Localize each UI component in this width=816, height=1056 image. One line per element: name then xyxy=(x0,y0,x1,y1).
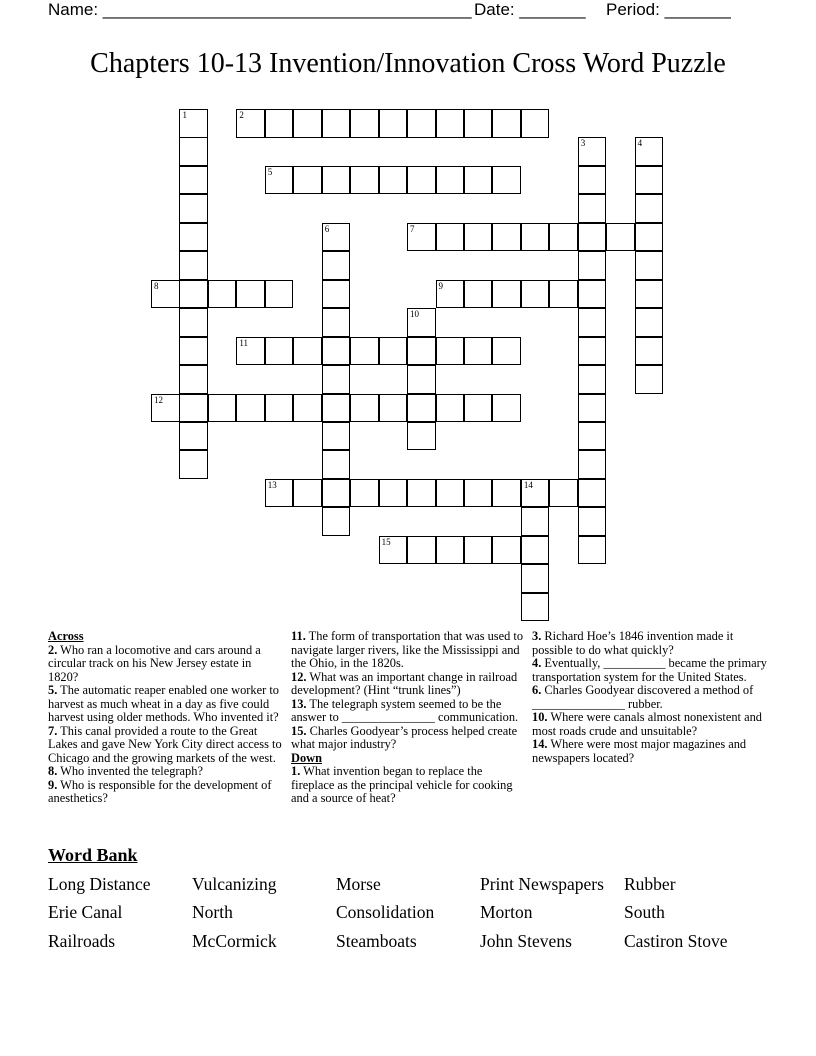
crossword-cell[interactable] xyxy=(322,479,351,508)
crossword-cell[interactable] xyxy=(492,280,521,309)
word-bank-item: Morton xyxy=(480,902,533,922)
clue-num: 8. xyxy=(48,764,58,778)
crossword-cell[interactable] xyxy=(407,223,436,252)
crossword-cell[interactable] xyxy=(179,137,208,166)
date-field[interactable]: Date: _______ xyxy=(474,0,586,19)
crossword-cell[interactable] xyxy=(236,394,265,423)
across-clue xyxy=(291,698,527,725)
crossword-cell[interactable] xyxy=(549,280,578,309)
across-clue xyxy=(291,671,527,698)
crossword-cell[interactable] xyxy=(236,109,265,138)
word-bank-item: Steamboats xyxy=(336,931,417,951)
clue-text: What was an important change in railroad development? (Hint “trunk lines”) xyxy=(291,669,518,697)
crossword-cell[interactable] xyxy=(265,109,294,138)
crossword-cell[interactable] xyxy=(635,308,664,337)
crossword-cell[interactable] xyxy=(578,507,607,536)
crossword-cell[interactable] xyxy=(322,166,351,195)
crossword-cell[interactable] xyxy=(464,280,493,309)
clue-num: 12. xyxy=(291,669,307,684)
crossword-cell[interactable] xyxy=(179,166,208,195)
crossword-cell[interactable] xyxy=(350,109,379,138)
crossword-cell[interactable] xyxy=(578,422,607,451)
crossword-cell[interactable] xyxy=(350,479,379,508)
crossword-cell[interactable] xyxy=(322,450,351,479)
word-bank-item: Castiron Stove xyxy=(624,931,728,951)
clue-number: 11 xyxy=(239,337,249,348)
clue-num: 10. xyxy=(532,710,548,724)
crossword-cell[interactable] xyxy=(208,280,237,309)
crossword-cell[interactable] xyxy=(293,479,322,508)
crossword-cell[interactable] xyxy=(322,223,351,252)
crossword-cell[interactable] xyxy=(379,479,408,508)
word-bank-item: John Stevens xyxy=(480,931,572,951)
clue-number: 4 xyxy=(637,138,643,149)
clue-num: 1. xyxy=(291,764,301,778)
name-field[interactable]: Name: _______________________________________ xyxy=(48,0,472,19)
across-clue xyxy=(48,684,284,725)
clue-text: The automatic reaper enabled one worker to harvest as much wheat in a day as five could harvest using older methods. Who invented it? xyxy=(48,683,279,724)
crossword-cell[interactable] xyxy=(236,337,265,366)
crossword-cell[interactable] xyxy=(521,280,550,309)
clue-text: Who is responsible for the development of anesthetics? xyxy=(48,777,272,805)
word-bank-item: McCormick xyxy=(192,931,277,951)
clue-column-2 xyxy=(291,630,527,806)
crossword-cell[interactable] xyxy=(578,280,607,309)
clue-number: 8 xyxy=(154,280,159,291)
down-clue xyxy=(532,657,768,684)
crossword-cell[interactable] xyxy=(265,166,294,195)
crossword-cell[interactable] xyxy=(521,536,550,565)
crossword-cell[interactable] xyxy=(179,365,208,394)
down-clue xyxy=(532,711,768,738)
down-clue xyxy=(532,684,768,711)
crossword-cell[interactable] xyxy=(265,280,294,309)
crossword-cell[interactable] xyxy=(521,593,550,622)
crossword-cell[interactable] xyxy=(407,536,436,565)
crossword-cell[interactable] xyxy=(379,337,408,366)
crossword-cell[interactable] xyxy=(578,166,607,195)
crossword-cell[interactable] xyxy=(521,564,550,593)
crossword-cell[interactable] xyxy=(322,251,351,280)
clue-number: 15 xyxy=(381,536,391,547)
clue-number: 5 xyxy=(267,166,273,177)
clue-text: What invention began to replace the fireplace as the principal vehicle for cooking and a source of heat? xyxy=(291,764,513,805)
clue-number: 2 xyxy=(239,110,244,120)
down-heading: Down xyxy=(291,750,322,765)
clue-column-3 xyxy=(532,630,768,765)
crossword-cell[interactable] xyxy=(578,251,607,280)
crossword-cell[interactable] xyxy=(521,223,550,252)
crossword-cell[interactable] xyxy=(407,166,436,195)
clue-num: 6. xyxy=(532,683,542,697)
crossword-cell[interactable] xyxy=(464,223,493,252)
crossword-cell[interactable] xyxy=(464,394,493,423)
crossword-cell[interactable] xyxy=(407,365,436,394)
crossword-cell[interactable] xyxy=(179,337,208,366)
crossword-cell[interactable] xyxy=(578,536,607,565)
across-clue xyxy=(291,630,527,671)
crossword-cell[interactable] xyxy=(436,109,465,138)
clue-text: Charles Goodyear’s process helped create what major industry? xyxy=(291,723,518,751)
clue-text: This canal provided a route to the Great Lakes and gave New York City direct access to Chicago and the growing markets of the west. xyxy=(48,723,282,765)
word-bank-item: Long Distance xyxy=(48,874,151,894)
crossword-cell[interactable] xyxy=(436,166,465,195)
crossword-cell[interactable] xyxy=(179,280,208,309)
crossword-cell[interactable] xyxy=(492,479,521,508)
clue-text: Who invented the telegraph? xyxy=(57,764,203,778)
crossword-cell[interactable] xyxy=(606,223,635,252)
crossword-cell[interactable] xyxy=(578,308,607,337)
crossword-cell[interactable] xyxy=(379,166,408,195)
crossword-cell[interactable] xyxy=(407,422,436,451)
clue-number: 14 xyxy=(523,479,533,490)
word-bank-item: Print Newspapers xyxy=(480,874,604,894)
crossword-cell[interactable] xyxy=(578,394,607,423)
clue-num: 9. xyxy=(48,777,58,792)
word-bank-item: Railroads xyxy=(48,931,116,951)
crossword-cell[interactable] xyxy=(492,536,521,565)
clue-number: 7 xyxy=(410,223,415,234)
crossword-cell[interactable] xyxy=(578,450,607,479)
clue-text: Richard Hoe’s 1846 invention made it possible to do what quickly? xyxy=(532,629,734,657)
crossword-cell[interactable] xyxy=(293,394,322,423)
crossword-cell[interactable] xyxy=(635,280,664,309)
crossword-cell[interactable] xyxy=(436,479,465,508)
crossword-cell[interactable] xyxy=(436,536,465,565)
clue-num: 14. xyxy=(532,737,548,751)
crossword-cell[interactable] xyxy=(379,109,408,138)
clue-number: 9 xyxy=(438,280,443,291)
clue-text: Where were most major magazines and newspapers located? xyxy=(532,737,747,765)
clue-column-1 xyxy=(48,630,284,806)
clue-text: The form of transportation that was used to navigate larger rivers, like the Mississippi and the Ohio, in the 1820s. xyxy=(291,629,524,670)
clue-text: The telegraph system seemed to be the answer to _______________ communication. xyxy=(291,696,519,724)
clue-number: 3 xyxy=(580,138,586,149)
crossword-cell[interactable] xyxy=(635,166,664,195)
crossword-cell[interactable] xyxy=(578,337,607,366)
clue-num: 5. xyxy=(48,683,58,697)
crossword-cell[interactable] xyxy=(293,166,322,195)
across-clue xyxy=(48,779,284,806)
crossword-cell[interactable] xyxy=(179,422,208,451)
crossword-cell[interactable] xyxy=(322,507,351,536)
crossword-cell[interactable] xyxy=(578,137,607,166)
crossword-cell[interactable] xyxy=(322,280,351,309)
word-bank-item: South xyxy=(624,902,665,922)
clue-num: 13. xyxy=(291,696,307,711)
down-clue xyxy=(532,738,768,765)
down-clue xyxy=(532,630,768,657)
clue-num: 4. xyxy=(532,656,542,670)
clue-number: 1 xyxy=(182,110,187,120)
clue-text: Eventually, __________ became the primary transportation system for the United States. xyxy=(532,656,767,684)
crossword-cell[interactable] xyxy=(407,479,436,508)
crossword-cell[interactable] xyxy=(350,337,379,366)
clue-text: Who ran a locomotive and cars around a circular track on his New Jersey estate in 1820? xyxy=(48,642,261,684)
crossword-cell[interactable] xyxy=(379,394,408,423)
crossword-cell[interactable] xyxy=(179,223,208,252)
clue-num: 3. xyxy=(532,629,542,643)
word-bank-item: North xyxy=(192,902,233,922)
crossword-cell[interactable] xyxy=(322,394,351,423)
page-title: Chapters 10-13 Invention/Innovation Cross Word Puzzle xyxy=(90,48,726,79)
crossword-cell[interactable] xyxy=(151,280,180,309)
across-heading: Across xyxy=(48,629,84,643)
crossword-cell[interactable] xyxy=(179,308,208,337)
crossword-cell[interactable] xyxy=(464,536,493,565)
crossword-cell[interactable] xyxy=(265,479,294,508)
across-clue xyxy=(48,644,284,685)
crossword-cell[interactable] xyxy=(179,251,208,280)
crossword-cell[interactable] xyxy=(521,109,550,138)
crossword-cell[interactable] xyxy=(293,337,322,366)
crossword-cell[interactable] xyxy=(407,337,436,366)
period-field[interactable]: Period: _______ xyxy=(606,0,731,19)
crossword-cell[interactable] xyxy=(322,365,351,394)
crossword-cell[interactable] xyxy=(635,223,664,252)
crossword-cell[interactable] xyxy=(464,109,493,138)
crossword-cell[interactable] xyxy=(549,479,578,508)
clue-num: 15. xyxy=(291,723,307,738)
crossword-cell[interactable] xyxy=(436,280,465,309)
word-bank-item: Erie Canal xyxy=(48,902,123,922)
crossword-cell[interactable] xyxy=(635,194,664,223)
crossword-cell[interactable] xyxy=(407,109,436,138)
crossword-cell[interactable] xyxy=(492,394,521,423)
clue-num: 2. xyxy=(48,642,58,657)
crossword-cell[interactable] xyxy=(208,394,237,423)
word-bank-item: Morse xyxy=(336,874,381,894)
crossword-cell[interactable] xyxy=(492,223,521,252)
crossword-cell[interactable] xyxy=(436,394,465,423)
crossword-cell[interactable] xyxy=(549,223,578,252)
crossword-cell[interactable] xyxy=(322,422,351,451)
crossword-cell[interactable] xyxy=(407,308,436,337)
crossword-cell[interactable] xyxy=(492,166,521,195)
crossword-cell[interactable] xyxy=(322,337,351,366)
crossword-cell[interactable] xyxy=(293,109,322,138)
crossword-cell[interactable] xyxy=(236,280,265,309)
crossword-cell[interactable] xyxy=(578,479,607,508)
clue-number: 10 xyxy=(410,309,420,320)
crossword-cell[interactable] xyxy=(350,166,379,195)
crossword-cell[interactable] xyxy=(464,337,493,366)
word-bank-item: Consolidation xyxy=(336,902,435,922)
crossword-cell[interactable] xyxy=(635,251,664,280)
clue-num: 11. xyxy=(291,629,306,643)
across-clue xyxy=(291,725,527,752)
crossword-cell[interactable] xyxy=(407,394,436,423)
crossword-cell[interactable] xyxy=(635,337,664,366)
word-bank-title: Word Bank xyxy=(48,845,138,865)
crossword-cell[interactable] xyxy=(521,479,550,508)
crossword-cell[interactable] xyxy=(436,337,465,366)
crossword-cell[interactable] xyxy=(179,109,208,138)
across-clue xyxy=(48,725,284,766)
clue-number: 13 xyxy=(267,479,277,490)
crossword-cell[interactable] xyxy=(350,394,379,423)
word-bank-item: Vulcanizing xyxy=(192,874,277,894)
crossword-cell[interactable] xyxy=(635,365,664,394)
crossword-cell[interactable] xyxy=(635,137,664,166)
across-clue xyxy=(48,765,284,779)
clue-number: 12 xyxy=(154,394,163,405)
crossword-cell[interactable] xyxy=(492,109,521,138)
crossword-cell[interactable] xyxy=(179,450,208,479)
clue-text: Where were canals almost nonexistent and most roads crude and unsuitable? xyxy=(532,710,762,738)
crossword-cell[interactable] xyxy=(151,394,180,423)
crossword-cell[interactable] xyxy=(492,337,521,366)
word-bank-item: Rubber xyxy=(624,874,676,894)
crossword-cell[interactable] xyxy=(379,536,408,565)
crossword-cell[interactable] xyxy=(578,194,607,223)
crossword-cell[interactable] xyxy=(578,365,607,394)
crossword-cell[interactable] xyxy=(265,394,294,423)
crossword-cell[interactable] xyxy=(464,166,493,195)
crossword-cell[interactable] xyxy=(322,308,351,337)
clue-number: 6 xyxy=(324,223,330,234)
crossword-cell[interactable] xyxy=(322,109,351,138)
crossword-cell[interactable] xyxy=(179,194,208,223)
crossword-cell[interactable] xyxy=(521,507,550,536)
crossword-cell[interactable] xyxy=(179,394,208,423)
clue-num: 7. xyxy=(48,723,58,738)
crossword-cell[interactable] xyxy=(436,223,465,252)
crossword-cell[interactable] xyxy=(464,479,493,508)
crossword-cell[interactable] xyxy=(265,337,294,366)
crossword-cell[interactable] xyxy=(578,223,607,252)
clue-text: Charles Goodyear discovered a method of _______________ rubber. xyxy=(532,683,754,711)
down-clue xyxy=(291,765,527,806)
